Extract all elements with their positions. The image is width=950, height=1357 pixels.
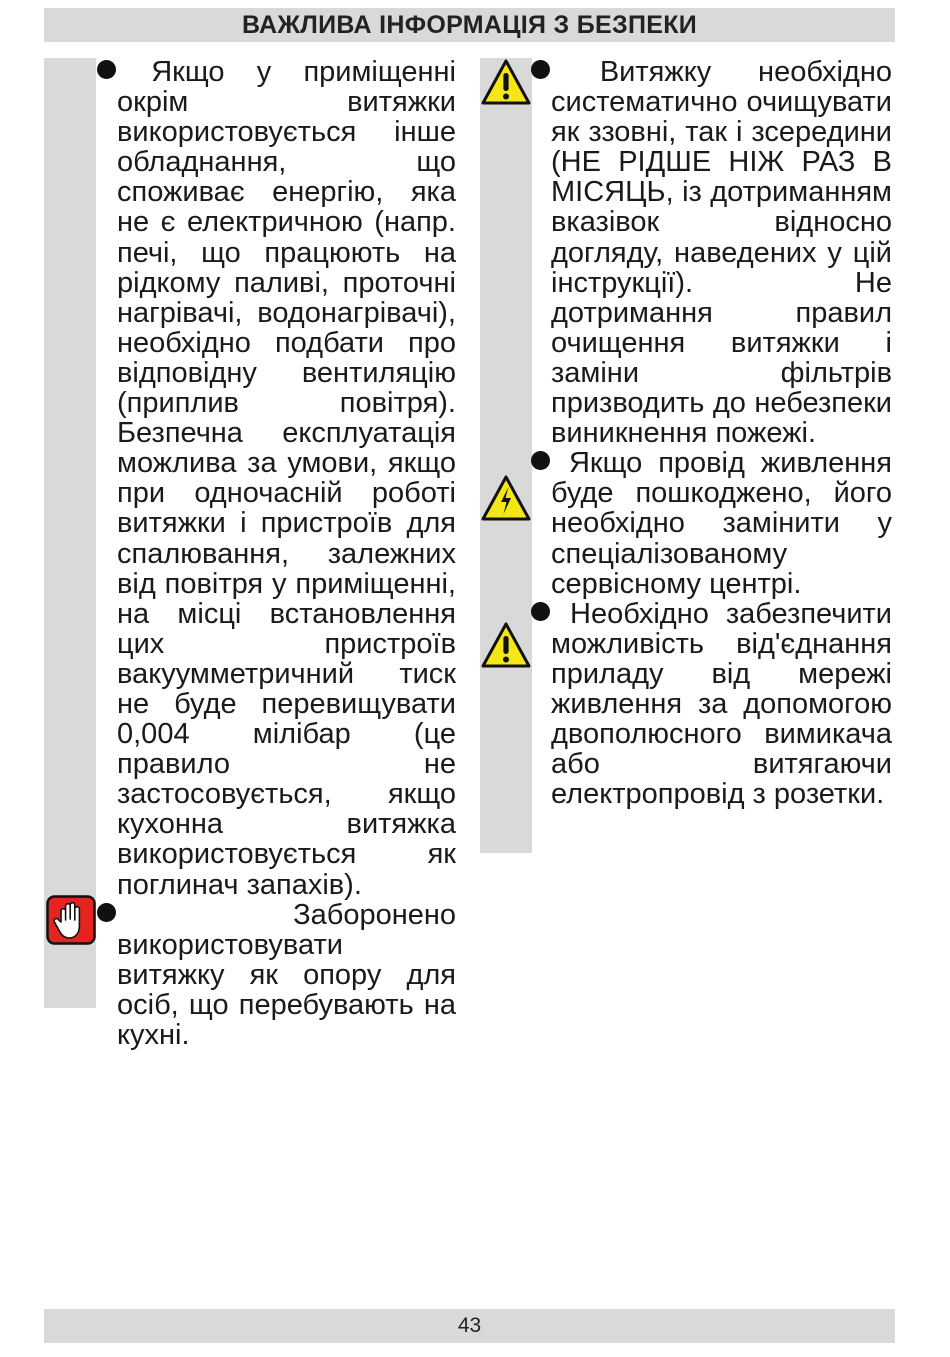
left-column [117,57,456,1050]
page-header [44,8,895,42]
paragraph-text: Якщо у приміщенні окрім витяжки використовується інше обладнання, що споживає енергію, яка не є електричною (напр. печі, що працюють на рідкому паливі, проточні нагрівачі, водонагрівачі), необхідно подбати про відповідну вентиляцію (приплив повітря). Безпечна експлуатація можлива за умови, якщо при одночасній роботі витяжки і пристроїв для спалювання, залежних від повітря у приміщенні, на місці встановлення цих пристроїв вакуумметричний тиск не буде перевищувати 0,004 мілібар (це правило не застосовується, якщо кухонна витяжка використовується як поглинач запахів). [117,56,456,901]
bullet-icon [531,602,550,621]
list-item [551,599,892,810]
left-icon-strip [44,58,96,1008]
electric-hazard-icon [480,474,532,522]
list-item [117,900,456,1050]
warning-triangle-icon [480,621,532,669]
stop-hand-icon [46,895,96,945]
page-title: ВАЖЛИВА ІНФОРМАЦІЯ З БЕЗПЕКИ [241,10,698,39]
page-footer [44,1309,895,1343]
list-item [551,57,892,448]
right-icon-strip [480,58,532,853]
bullet-icon [531,451,550,470]
list-item [551,448,892,598]
paragraph-text: Витяжку необхідно систематично очищувати як ззовні, так і зсередини (НЕ РІДШЕ НІЖ РАЗ В МІСЯЦЬ, із дотриманням вказівок відносно догляду, наведених у цій інструкції). Не дотримання правил очищення витяжки і заміни фільтрів призводить до небезпеки виникнення пожежі. [551,56,892,450]
right-column [551,57,892,809]
bullet-icon [97,903,116,922]
warning-triangle-icon [480,58,532,106]
list-item [117,57,456,900]
paragraph-text: Якщо провід живлення буде пошкоджено, його необхідно замінити у спеціалізованому сервісному центрі. [551,447,892,600]
bullet-icon [97,60,116,79]
page-number: 43 [457,1314,482,1337]
bullet-icon [531,60,550,79]
paragraph-text: Заборонено використовувати витяжку як опору для осіб, що перебувають на кухні. [117,898,456,1051]
paragraph-text: Необхідно забезпечити можливість від'єднання приладу від мережі живлення за допомогою двополюсного вимикача або витягаючи електропровід з розетки. [551,597,892,811]
